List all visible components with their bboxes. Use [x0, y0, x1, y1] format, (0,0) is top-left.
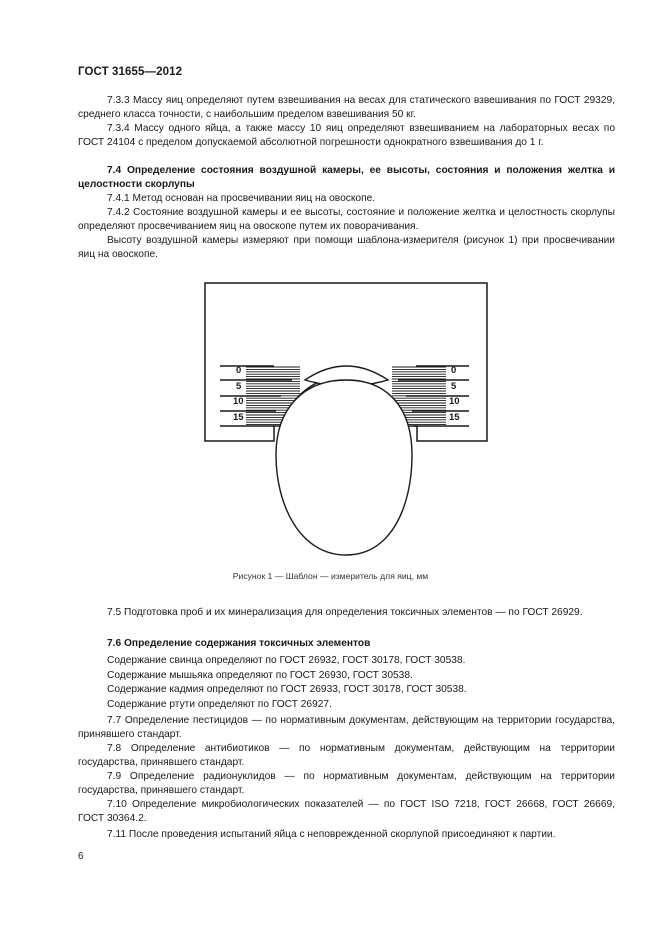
paragraph-7-4-2: 7.4.2 Состояние воздушной камеры и ее высоты, состояние и положение желтка и целостность скорлупы определяют просвечиванием яиц на овоскопе путем их поворачивания. [78, 207, 615, 232]
paragraph-7-10: 7.10 Определение микробиологических показателей — по ГОСТ ISO 7218, ГОСТ 26668, ГОСТ 26669, ГОСТ 30364.2. [78, 799, 615, 824]
figure-caption: Рисунок 1 — Шаблон — измеритель для яиц, мм [232, 571, 429, 581]
scale-label-right-5: 5 [451, 381, 457, 392]
scale-label-left-10: 10 [233, 396, 244, 407]
scale-label-left-0: 0 [236, 365, 242, 376]
scale-label-right-15: 15 [449, 412, 460, 423]
scale-label-right-0: 0 [451, 365, 457, 376]
paragraph-arsenic: Содержание мышьяка определяют по ГОСТ 26930, ГОСТ 30538. [107, 670, 413, 681]
section-heading-7-6: 7.6 Определение содержания токсичных элементов [107, 638, 371, 649]
paragraph-7-4-1: 7.4.1 Метод основан на просвечивании яиц на овоскопе. [107, 193, 376, 204]
scale-label-left-5: 5 [236, 381, 242, 392]
paragraph-mercury: Содержание ртути определяют по ГОСТ 26927. [107, 699, 332, 710]
scale-label-right-10: 10 [449, 396, 460, 407]
paragraph-7-7: 7.7 Определение пестицидов — по нормативным документам, действующим на территории государства, принявшего стандарт. [78, 715, 615, 740]
document-header: ГОСТ 31655—2012 [78, 66, 183, 78]
paragraph-7-5: 7.5 Подготовка проб и их минерализация для определения токсичных элементов — по ГОСТ 26929. [107, 607, 583, 618]
egg-outline [276, 380, 412, 555]
paragraph-air-chamber-height: Высоту воздушной камеры измеряют при помощи шаблона-измерителя (рисунок 1) при просвечивании яиц на овоскопе. [78, 235, 615, 260]
scale-label-left-15: 15 [233, 412, 244, 423]
page-number: 6 [78, 851, 84, 862]
paragraph-7-3-4: 7.3.4 Массу одного яйца, а также массу 10 яиц определяют взвешиванием на лабораторных весах по ГОСТ 24104 с пределом допускаемой абсолютной погрешности однократного взвешивания до 1 г. [78, 123, 615, 148]
paragraph-cadmium: Содержание кадмия определяют по ГОСТ 26933, ГОСТ 30178, ГОСТ 30538. [107, 684, 467, 695]
paragraph-7-3-3: 7.3.3 Массу яиц определяют путем взвешивания на весах для статического взвешивания по ГОСТ 29329, среднего класса точности, с наибольшим пределом взвешивания 50 кг. [78, 95, 615, 120]
paragraph-7-8: 7.8 Определение антибиотиков — по нормативным документам, действующим на территории государства, принявшего стандарт. [78, 743, 615, 768]
paragraph-7-11: 7.11 После проведения испытаний яйца с неповрежденной скорлупой присоединяют к партии. [107, 829, 556, 840]
paragraph-7-9: 7.9 Определение радионуклидов — по нормативным документам, действующим на территории государства, принявшего стандарт. [78, 771, 615, 796]
section-heading-7-4: 7.4 Определение состояния воздушной камеры, ее высоты, состояния и положения желтка и целостности скорлупы [78, 165, 615, 190]
paragraph-lead: Содержание свинца определяют по ГОСТ 26932, ГОСТ 30178, ГОСТ 30538. [107, 655, 466, 666]
